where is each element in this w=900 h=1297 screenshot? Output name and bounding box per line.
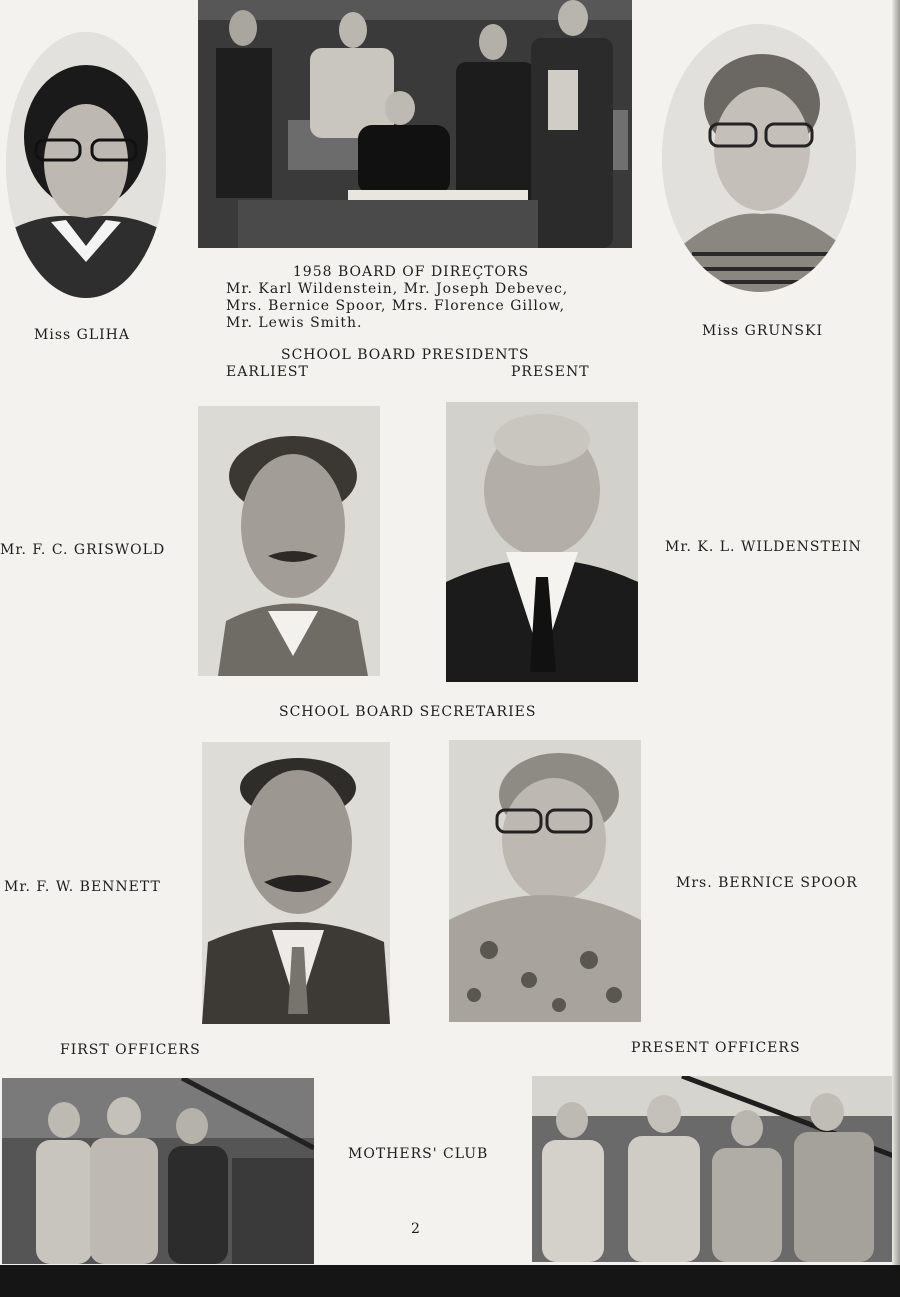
president-earliest-name: Mr. F. C. GRISWOLD: [0, 542, 166, 558]
portrait-bennett: [202, 742, 390, 1024]
present-officers-label: PRESENT OFFICERS: [631, 1040, 801, 1056]
portrait-wildenstein: [446, 402, 638, 682]
board-caption-line: Mrs. Bernice Spoor, Mrs. Florence Gillow,: [226, 298, 566, 314]
portrait-spoor: [449, 740, 641, 1022]
portrait-miss-gliha: [6, 32, 166, 298]
presidents-earliest-label: EARLIEST: [226, 364, 309, 380]
mothers-club-title: MOTHERS' CLUB: [348, 1146, 489, 1162]
secretary-present-name: Mrs. BERNICE SPOOR: [676, 875, 858, 891]
board-caption-line: Mr. Karl Wildenstein, Mr. Joseph Debevec,: [226, 281, 569, 297]
portrait-griswold: [198, 406, 380, 676]
portrait-name-right: Miss GRUNSKI: [702, 323, 823, 339]
president-present-name: Mr. K. L. WILDENSTEIN: [665, 539, 862, 555]
present-officers-photo: [532, 1076, 894, 1262]
page-number: 2: [411, 1221, 421, 1237]
bottom-scan-band: [0, 1265, 900, 1297]
page-edge-shadow: [892, 0, 900, 1297]
first-officers-label: FIRST OFFICERS: [60, 1042, 201, 1058]
secretaries-heading: SCHOOL BOARD SECRETARIES: [279, 704, 537, 720]
secretary-earliest-name: Mr. F. W. BENNETT: [4, 879, 161, 895]
portrait-miss-grunski: [662, 24, 856, 292]
presidents-heading: SCHOOL BOARD PRESIDENTS: [281, 347, 530, 363]
first-officers-photo: [2, 1078, 314, 1264]
board-of-directors-photo: [198, 0, 632, 248]
board-caption-line: Mr. Lewis Smith.: [226, 315, 363, 331]
board-caption-title: 1958 BOARD OF DIREÇTORS: [292, 264, 530, 280]
portrait-name-left: Miss GLIHA: [34, 327, 130, 343]
presidents-present-label: PRESENT: [511, 364, 590, 380]
board-of-directors-caption: [226, 264, 596, 332]
